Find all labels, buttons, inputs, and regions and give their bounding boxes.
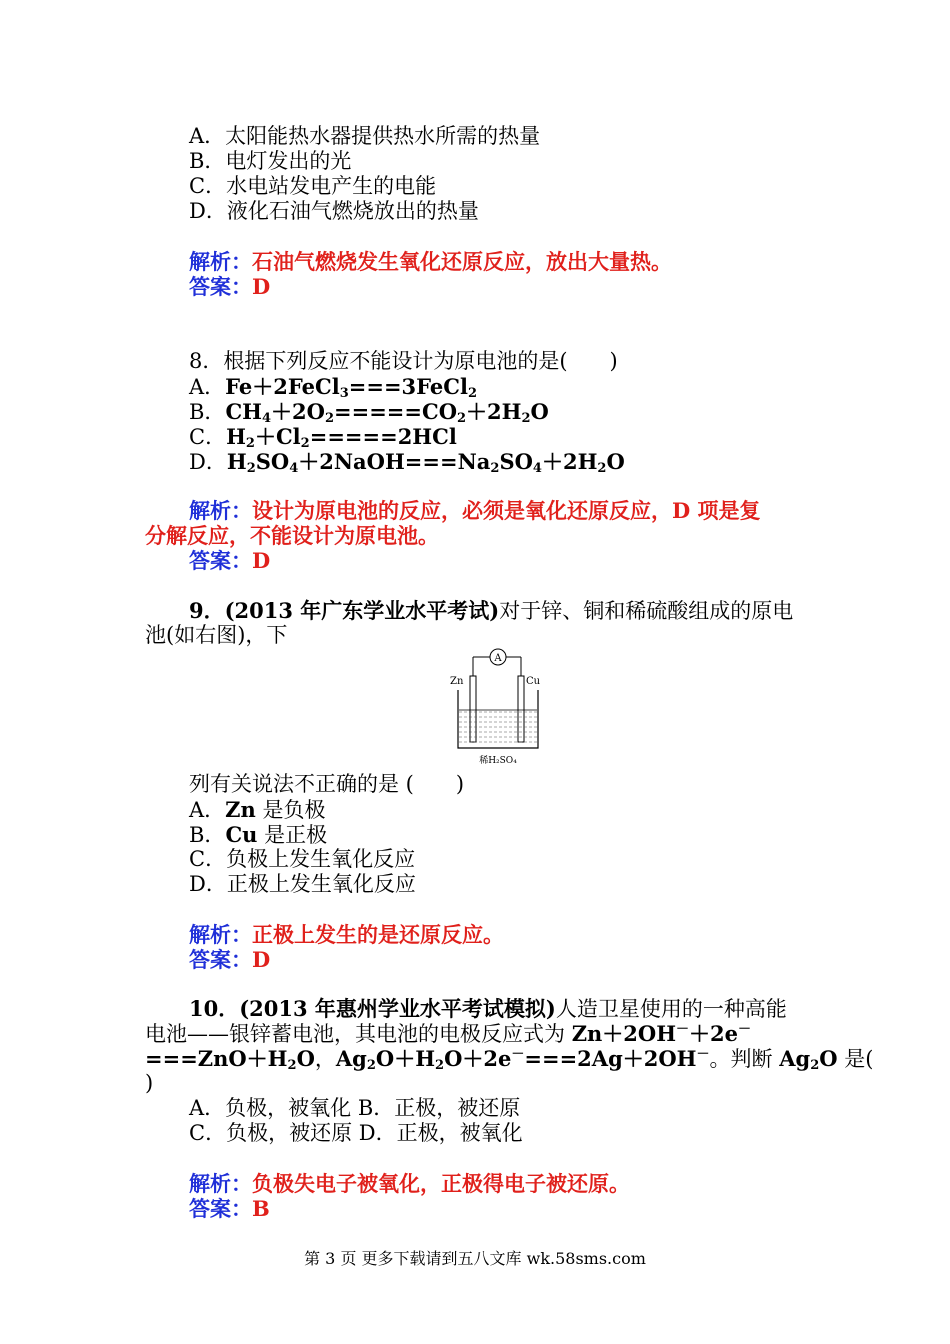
option-text: 是正极 [257,823,328,847]
q9-analysis [189,922,504,948]
q8-option-c: C．$H_2+Cl_2=====2HCl$ [189,424,457,451]
galvanic-cell-diagram [448,646,548,768]
q10-stem-line3: $===ZnO+H_2O$，$Ag_2O+H_2O+2e^-===2Ag+2OH^-$。判断 $Ag_2O$ 是( [145,1046,874,1073]
q10-stem-line4: ) [145,1071,154,1095]
q8-answer [189,548,270,574]
q10-stem-line2: 电池——银锌蓄电池，其电池的电极反应式为 Zn＋2OH－＋2e－ [145,1021,752,1046]
analysis-text: 负极失电子被氧化，正极得电子被还原。 [252,1171,630,1196]
q10-options-ab: A．负极，被氧化 B．正极，被还原 [189,1096,521,1120]
ammeter-label: A [494,653,502,664]
answer-value: D [252,548,271,573]
q10-stem-line1 [189,996,787,1022]
q9-option-a [189,797,325,823]
zn-label: Zn [450,676,464,687]
analysis-label: 解析： [189,1171,252,1196]
q7-option-a: A．太阳能热水器提供热水所需的热量 [189,124,541,148]
q10-analysis [189,1171,630,1197]
q10-answer [189,1196,270,1222]
q7-option-b: B．电灯发出的光 [189,149,352,173]
analysis-label: 解析： [189,249,252,274]
q7-option-c: C．水电站发电产生的电能 [189,174,437,198]
q8-option-d: D．$H_2SO_4+2NaOH===Na_2SO_4+2H_2O$ [189,449,625,476]
q8-analysis-line1 [189,498,761,524]
q10-stem-text: 人造卫星使用的一种高能 [555,997,787,1021]
solution-label: 稀H₂SO₄ [479,756,517,766]
q9-stem-line1 [189,598,793,624]
q8-analysis-line2: 分解反应，不能设计为原电池。 [145,523,439,548]
q9-option-b [189,822,327,848]
q9-option-c: C．负极上发生氧化反应 [189,847,416,871]
cu-label: Cu [526,676,541,687]
q7-option-d: D．液化石油气燃烧放出的热量 [189,199,479,223]
q10-source: 10．(2013 年惠州学业水平考试模拟) [189,996,556,1021]
q7-answer [189,274,270,300]
analysis-text: 正极上发生的是还原反应。 [252,922,504,947]
q9-stem-line3: 列有关说法不正确的是 ( ) [189,772,465,796]
option-prefix: B． [189,823,226,847]
option-prefix: A． [189,798,226,822]
answer-value: D [252,947,271,972]
answer-label: 答案： [189,947,252,972]
q8-stem: 8．根据下列反应不能设计为原电池的是( ) [189,349,618,373]
answer-label: 答案： [189,274,252,299]
answer-value: D [252,274,271,299]
q9-source: 9．(2013 年广东学业水平考试) [189,598,500,623]
page-footer: 第 3 页 更多下载请到五八文库 wk.58sms.com [304,1249,646,1268]
analysis-text: 设计为原电池的反应，必须是氧化还原反应，D 项是复 [252,498,761,523]
answer-label: 答案： [189,548,252,573]
option-formula: Cu [225,822,258,847]
q8-option-b: B．$CH_4+2O_2=====CO_2+2H_2O$ [189,399,549,426]
q9-answer [189,947,270,973]
q8-option-a: A．Fe＋2FeCl$_3$===3FeCl$_2$ [189,374,478,401]
q9-option-d: D．正极上发生氧化反应 [189,872,416,896]
q9-stem-line2: 池(如右图)，下 [145,623,288,647]
answer-value: B [252,1196,270,1221]
answer-label: 答案： [189,1196,252,1221]
analysis-label: 解析： [189,922,252,947]
analysis-text: 石油气燃烧发生氧化还原反应，放出大量热。 [252,249,672,274]
q10-options-cd: C．负极，被还原 D．正极，被氧化 [189,1121,523,1145]
q9-stem-text: 对于锌、铜和稀硫酸组成的原电 [499,599,794,623]
q7-analysis [189,249,672,275]
analysis-label: 解析： [189,498,252,523]
option-formula: Zn [225,797,256,822]
option-text: 是负极 [255,798,326,822]
